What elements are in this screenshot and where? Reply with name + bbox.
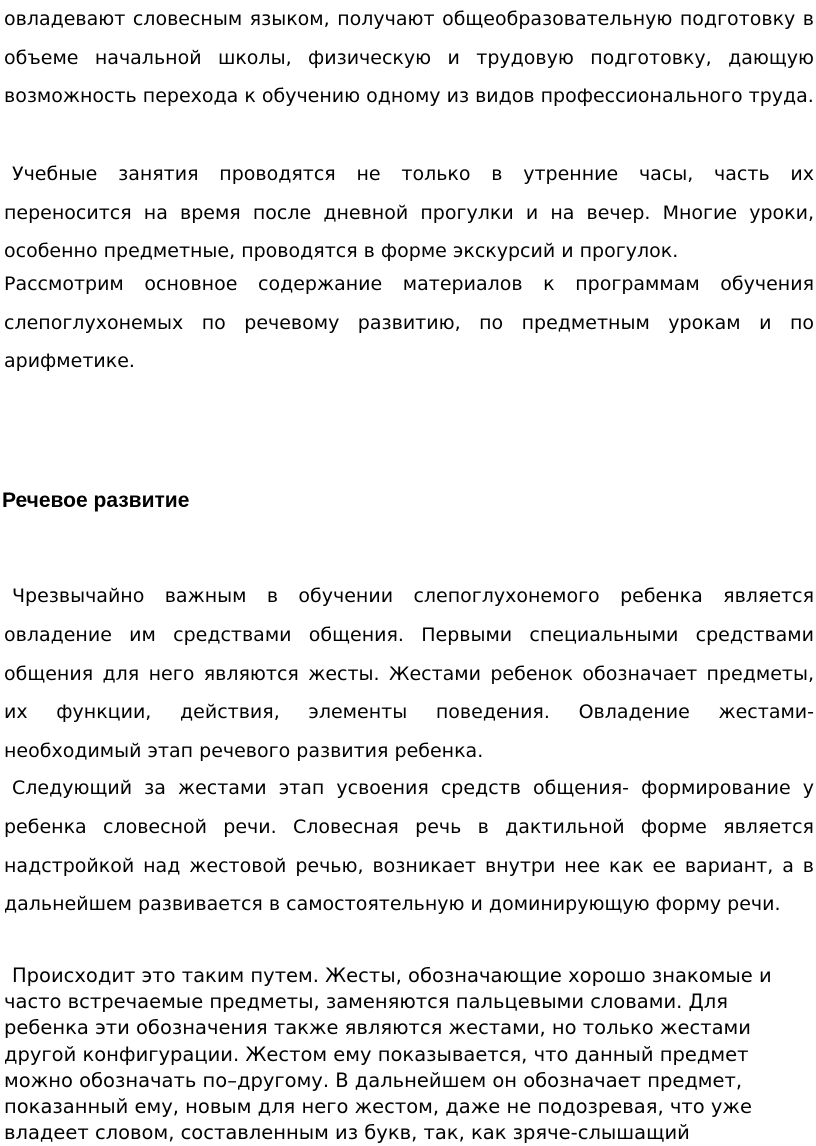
section-heading: Речевое развитие bbox=[2, 489, 190, 512]
paragraph-3: Рассмотрим основное содержание материалов к программам обучения слепоглухонемых по речевому развитию, по предметным урокам и по арифметике. bbox=[4, 273, 814, 373]
paragraph-2: Учебные занятия проводятся не только в утренние часы, часть их переносится на время после дневной прогулки и на вечер. Многие уроки, особенно предметные, проводятся в форме экскурсий и прогулок. bbox=[4, 163, 814, 262]
paragraph-5: Следующий за жестами этап усвоения средств общения- формирование у ребенка словесной речи. Словесная речь в дактильной форме является надстройкой над жестовой речью, возникает внутри нее как ее вариант, а в дальнейшем развивается в самостоятельную и доминирующую форму речи. bbox=[4, 777, 814, 916]
paragraph-4: Чрезвычайно важным в обучении слепоглухонемого ребенка является овладение им средствами общения. Первыми специальными средствами общения для него являются жесты. Жестами ребенок обозначает предметы, их функции, действия, элементы поведения. Овладение жестами- необходимый этап речевого развития ребенка. bbox=[4, 585, 814, 763]
paragraph-1: овладевают словесным языком, получают общеобразовательную подготовку в объеме начальной школы, физическую и трудовую подготовку, дающую возможность перехода к обучению одному из видов профессионального труда. bbox=[4, 8, 814, 108]
paragraph-6: Происходит это таким путем. Жесты, обозначающие хорошо знакомые и часто встречаемые предметы, заменяются пальцевыми словами. Для ребенка эти обозначения также являются жестами, но только жестами другой конфигурации. Жестом ему показывается, что данный предмет можно обозначать по–другому. В дальнейшем он обозначает предмет, показанный ему, новым для него жестом, даже не подозревая, что уже владеет словом, составленным из букв, так, как зряче-слышащий bbox=[4, 964, 772, 1145]
